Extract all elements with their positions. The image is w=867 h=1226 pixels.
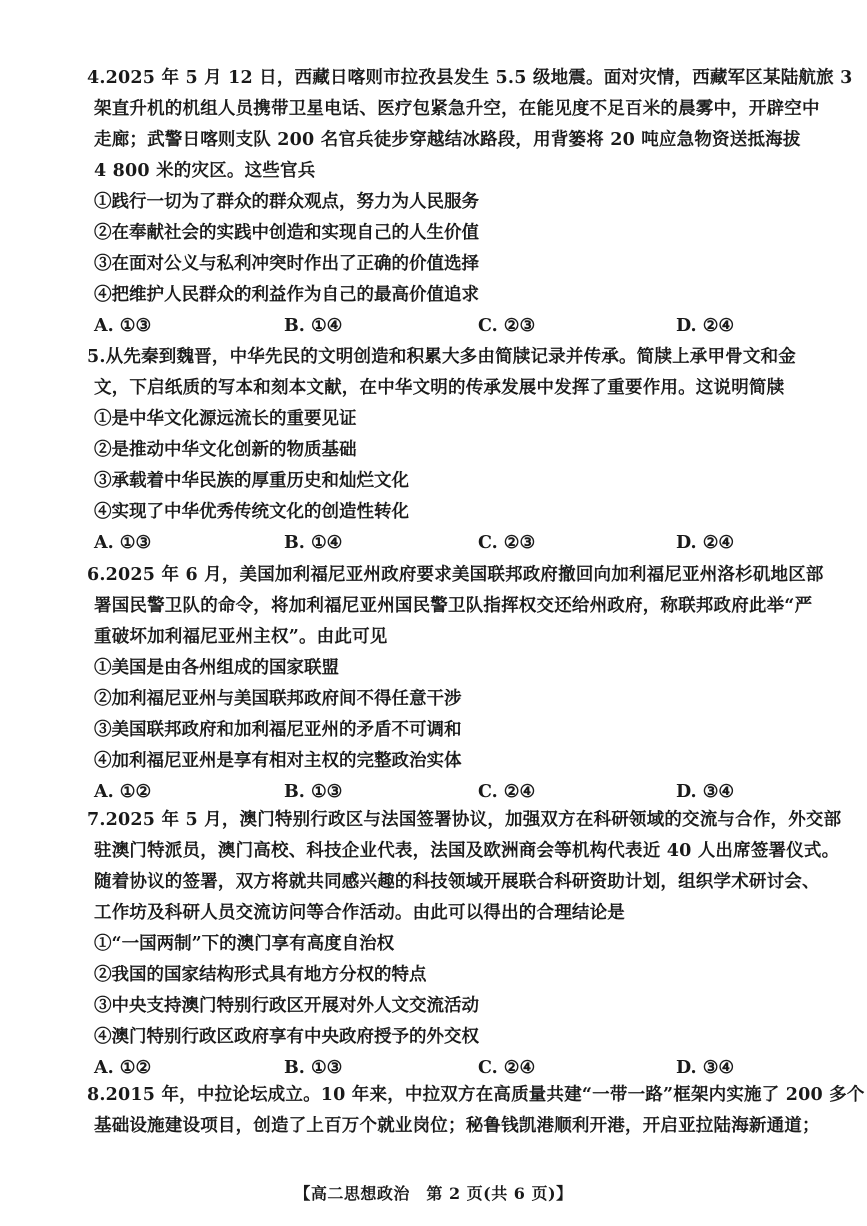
choice-d: D. ③④ <box>676 1058 735 1078</box>
statement: ②加利福尼亚州与美国联邦政府间不得任意干涉 <box>94 689 462 709</box>
statement: ③中央支持澳门特别行政区开展对外人文交流活动 <box>94 996 479 1016</box>
answer-choices <box>88 528 800 559</box>
question-stem-line: 4.2025 年 5 月 12 日，西藏日喀则市拉孜县发生 5.5 级地震。面对灾情，西藏军区某陆航旅 3 <box>87 68 853 88</box>
statement: ③在面对公义与私利冲突时作出了正确的价值选择 <box>94 254 479 274</box>
choice-c: C. ②③ <box>478 316 536 336</box>
statement: ④澳门特别行政区政府享有中央政府授予的外交权 <box>94 1027 479 1047</box>
question-stem-line: 随着协议的签署，双方将就共同感兴趣的科技领域开展联合科研资助计划，组织学术研讨会、 <box>94 872 820 892</box>
statement: ①是中华文化源远流长的重要见证 <box>94 409 357 429</box>
question-stem-line: 基础设施建设项目，创造了上百万个就业岗位；秘鲁钱凯港顺利开港，开启亚拉陆海新通道； <box>94 1116 820 1136</box>
answer-choices <box>88 777 800 808</box>
choice-a: A. ①② <box>94 782 152 802</box>
choice-d: D. ③④ <box>676 782 735 802</box>
statement: ③美国联邦政府和加利福尼亚州的矛盾不可调和 <box>94 720 462 740</box>
choice-c: C. ②④ <box>478 782 536 802</box>
choice-a: A. ①② <box>94 1058 152 1078</box>
question-8 <box>87 1080 865 1142</box>
question-stem-line: 7.2025 年 5 月，澳门特别行政区与法国签署协议，加强双方在科研领域的交流与合作，外交部 <box>87 810 842 830</box>
statement: ④实现了中华优秀传统文化的创造性转化 <box>94 502 409 522</box>
question-6 <box>87 560 824 808</box>
question-stem-line: 重破坏加利福尼亚州主权”。由此可见 <box>94 627 388 647</box>
choice-b: B. ①③ <box>284 782 343 802</box>
question-7 <box>87 805 842 1084</box>
question-stem-line: 8.2015 年，中拉论坛成立。10 年来，中拉双方在高质量共建“一带一路”框架内实施了 200 多个 <box>87 1085 865 1105</box>
answer-choices <box>88 311 800 342</box>
statement: ③承载着中华民族的厚重历史和灿烂文化 <box>94 471 409 491</box>
choice-b: B. ①④ <box>284 533 343 553</box>
choice-d: D. ②④ <box>676 533 735 553</box>
question-stem-line: 工作坊及科研人员交流访问等合作活动。由此可以得出的合理结论是 <box>94 903 625 923</box>
choice-c: C. ②④ <box>478 1058 536 1078</box>
question-4 <box>87 63 853 342</box>
choice-a: A. ①③ <box>94 316 152 336</box>
question-stem-line: 署国民警卫队的命令，将加利福尼亚州国民警卫队指挥权交还给州政府，称联邦政府此举“严 <box>94 596 813 616</box>
choice-d: D. ②④ <box>676 316 735 336</box>
question-stem-line: 走廊；武警日喀则支队 200 名官兵徒步穿越结冰路段，用背篓将 20 吨应急物资送抵海拔 <box>94 130 801 150</box>
statement: ④把维护人民群众的利益作为自己的最高价值追求 <box>94 285 479 305</box>
statement: ②是推动中华文化创新的物质基础 <box>94 440 357 460</box>
choice-b: B. ①④ <box>284 316 343 336</box>
statement: ①美国是由各州组成的国家联盟 <box>94 658 339 678</box>
choice-a: A. ①③ <box>94 533 152 553</box>
question-stem-line: 文，下启纸质的写本和刻本文献，在中华文明的传承发展中发挥了重要作用。这说明简牍 <box>94 378 785 398</box>
statement: ①践行一切为了群众的群众观点，努力为人民服务 <box>94 192 479 212</box>
question-stem-line: 6.2025 年 6 月，美国加利福尼亚州政府要求美国联邦政府撤回向加利福尼亚州洛杉矶地区部 <box>87 565 824 585</box>
statement: ②在奉献社会的实践中创造和实现自己的人生价值 <box>94 223 479 243</box>
question-stem-line: 5.从先秦到魏晋，中华先民的文明创造和积累大多由简牍记录并传承。简牍上承甲骨文和金 <box>87 347 796 367</box>
question-stem-line: 架直升机的机组人员携带卫星电话、医疗包紧急升空，在能见度不足百米的晨雾中，开辟空中 <box>94 99 820 119</box>
question-5 <box>88 342 800 559</box>
page-footer: 【高二思想政治 第 2 页(共 6 页)】 <box>294 1184 573 1203</box>
question-stem-line: 驻澳门特派员，澳门高校、科技企业代表，法国及欧洲商会等机构代表近 40 人出席签署仪式。 <box>94 841 840 861</box>
choice-b: B. ①③ <box>284 1058 343 1078</box>
choice-c: C. ②③ <box>478 533 536 553</box>
statement: ①“一国两制”下的澳门享有高度自治权 <box>94 934 395 954</box>
statement: ②我国的国家结构形式具有地方分权的特点 <box>94 965 427 985</box>
statement: ④加利福尼亚州是享有相对主权的完整政治实体 <box>94 751 462 771</box>
question-stem-line: 4 800 米的灾区。这些官兵 <box>94 161 316 181</box>
